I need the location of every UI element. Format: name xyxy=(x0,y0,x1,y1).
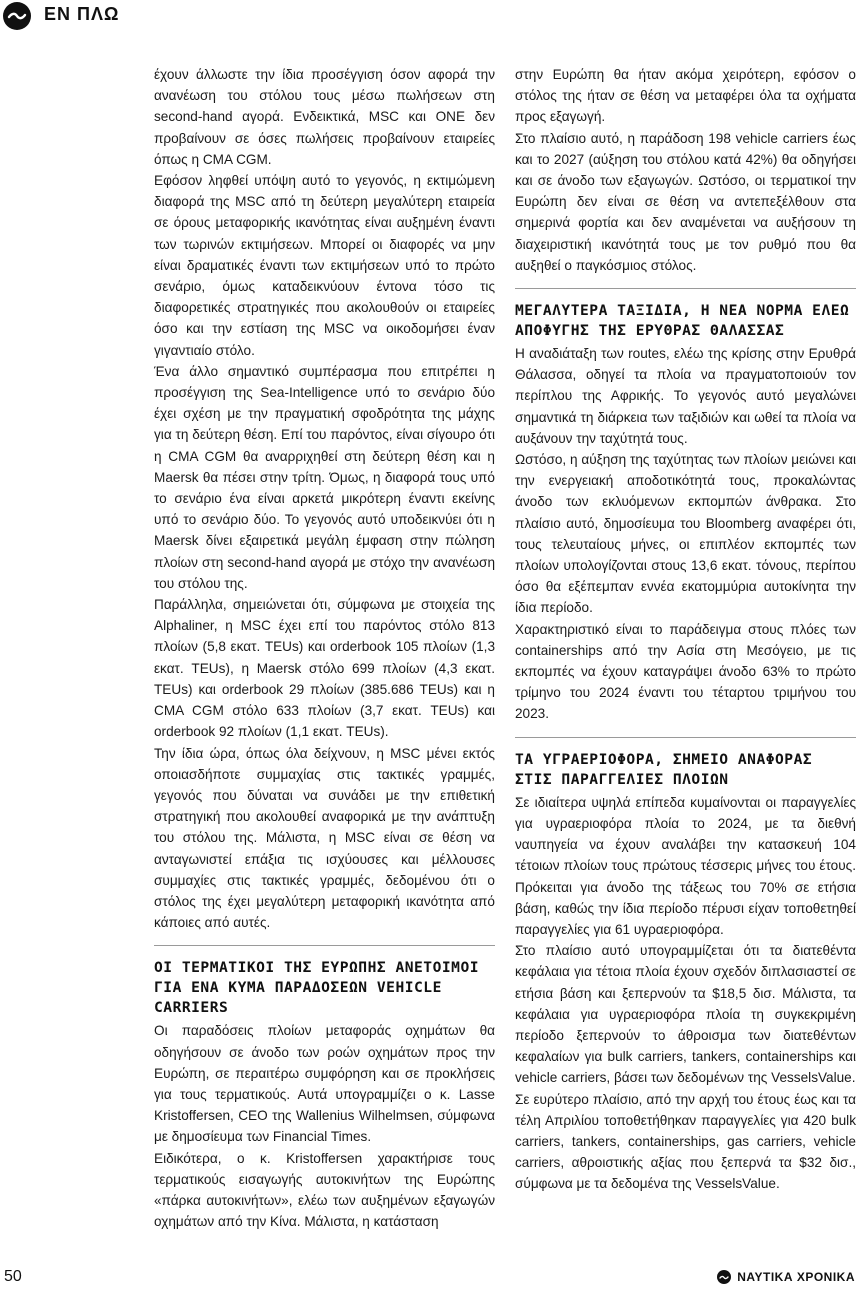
left-column xyxy=(154,64,495,1232)
section-heading: ΜΕΓΑΛΥΤΕΡΑ ΤΑΞΙΔΙΑ, Η ΝΕΑ ΝΟΡΜΑ ΕΛΕΩ ΑΠΟΦΥΓΗΣ ΤΗΣ ΕΡΥΘΡΑΣ ΘΑΛΑΣΣΑΣ xyxy=(515,302,850,340)
body-paragraph: Την ίδια ώρα, όπως όλα δείχνουν, η MSC μένει εκτός οποιασδήποτε συμμαχίας στις τακτικές γραμμές, γεγονός που δύναται να συνάδει με την επιθετική στρατηγική που ακολουθεί αναφορικά με την ανάπτυξη του στόλου της. Μάλιστα, η MSC είναι σε θέση να ανταγωνιστεί επάξια τις ισχύουσες και μέλλουσες συμμαχίες στις τακτικές γραμμές, δεδομένου ότι ο στόλος της έχει μεγαλύτερη μεταφορική ικανότητα από κάποιες από αυτές. xyxy=(154,745,495,931)
body-paragraph: Ένα άλλο σημαντικό συμπέρασμα που επιτρέπει η προσέγγιση της Sea-Intelligence υπό το σενάριο δύο έχει σχέση με την πραγματική σφοδρότητα της μάχης για τη δεύτερη θέση. Επί του παρόντος, είναι σίγουρο ότι η CMA CGM θα αναρριχηθεί στη δεύτερη θέση και η Maersk θα πέσει στην τρίτη. Όμως, η διαφορά τους υπό το σενάριο ένα είναι αρκετά μικρότερη έναντι εκείνης υπό το σενάριο δύο. Το γεγονός αυτό υποδεικνύει ότι η Maersk δίνει εξαιρετικά μεγάλη έμφαση στην πώληση πλοίων στη second-hand αγορά με στόχο την ανανέωση του στόλου της. xyxy=(154,363,495,591)
section-title: ΕΝ ΠΛΩ xyxy=(44,4,120,24)
body-paragraph: Στο πλαίσιο αυτό υπογραμμίζεται ότι τα διατεθέντα κεφάλαια για τέτοια πλοία έχουν σχεδόν διπλασιαστεί σε ετήσια βάση και ξεπερνούν τα $18,5 δισ. Μάλιστα, τα κεφάλαια για υγραεριοφόρα πλοία τη συγκεκριμένη περίοδο ξεπερνούν το άθροισμα των διατεθέντων κεφαλαίων για bulk carriers, tankers, containerships και vehicle carriers, βάσει των δεδομένων της VesselsValue. xyxy=(515,943,856,1086)
body-paragraph: Εφόσον ληφθεί υπόψη αυτό το γεγονός, η εκτιμώμενη διαφορά της MSC από τη δεύτερη μεγαλύτερη εταιρεία σε όρους μεταφορικής ικανότητας είναι αυξημένη έναντι των τωρινών εκτιμήσεων. Μπορεί οι διαφορές να μην είναι δραματικές έναντι των εκτιμήσεων υπό το πρώτο σενάριο, όμως καταδεικνύουν έντονα τόσο τις διαφορετικές στρατηγικές που ακολουθούν οι εταιρείες όσο και την εστίαση της MSC να οικοδομήσει έναν γιγαντιαίο στόλο. xyxy=(154,173,495,358)
section-divider xyxy=(515,737,856,738)
body-paragraph: Ειδικότερα, ο κ. Kristoffersen χαρακτήρισε τους τερματικούς εισαγωγής αυτοκινήτων της Ευρώπης «πάρκα αυτοκινήτων», ελέω των αυξημένων εξαγωγών οχημάτων από την Κίνα. Μάλιστα, η κατάσταση xyxy=(154,1150,495,1230)
section-divider xyxy=(515,288,856,289)
body-paragraph: Σε ιδιαίτερα υψηλά επίπεδα κυμαίνονται οι παραγγελίες για υγραεριοφόρα πλοία το 2024, με τα διεθνή ναυπηγεία να έχουν αναλάβει την κατασκευή 104 τέτοιων πλοίων τους πρώτους τέσσερις μήνες του έτους. Πρόκειται για άνοδο της τάξεως του 70% σε ετήσια βάση, καθώς την ίδια περίοδο πέρυσι είχαν τοποθετηθεί παραγγελίες για 61 υγραεριοφόρα. xyxy=(515,794,856,937)
section-heading: ΤΑ ΥΓΡΑΕΡΙΟΦΟΡΑ, ΣΗΜΕΙΟ ΑΝΑΦΟΡΑΣ ΣΤΙΣ ΠΑΡΑΓΓΕΛΙΕΣ ΠΛΟΙΩΝ xyxy=(515,750,813,788)
body-paragraph: Χαρακτηριστικό είναι το παράδειγμα στους πλόες των containerships από την Ασία στη Μεσόγειο, με τις εκπομπές να έχουν καταγράψει άνοδο 63% το πρώτο τρίμηνο του 2024 έναντι του τέταρτου τριμήνου του 2023. xyxy=(515,621,856,722)
body-paragraph: Στο πλαίσιο αυτό, η παράδοση 198 vehicle carriers έως και το 2027 (αύξηση του στόλου κατά 42%) θα οδηγήσει και σε άνοδο των εξαγωγών. Ωστόσο, οι τερματικοί την Ευρώπη δεν είναι σε θέση να αντεπεξέλθουν στα σημερινά φορτία και δεν αναμένεται να αυξήσουν τη διαχειριστική ικανότητά τους με τον ρυθμό που θα αυξηθεί ο παγκόσμιος στόλος. xyxy=(515,130,856,273)
body-paragraph: έχουν άλλωστε την ίδια προσέγγιση όσον αφορά την ανανέωση του στόλου τους μέσω πωλήσεων στη second-hand αγορά. Ενδεικτικά, MSC και ONE δεν προβαίνουν σε όσες πωλήσεις προβαίνουν εταιρείες όπως η CMA CGM. xyxy=(154,67,495,167)
body-paragraph: Σε ευρύτερο πλαίσιο, από την αρχή του έτους έως και τα τέλη Απριλίου τοποθετήθηκαν παραγγελίες για 420 bulk carriers, tankers, containerships, gas carriers, vehicle carriers, αθροιστικής αξίας που ξεπερνά τα $32 δισ., σύμφωνα με τα δεδομένα της VesselsValue. xyxy=(515,1091,856,1192)
body-paragraph: Η αναδιάταξη των routes, ελέω της κρίσης στην Ερυθρά Θάλασσα, οδηγεί τα πλοία να πραγματοποιούν τον περίπλου της Αφρικής. Το γεγονός αυτό μεγαλώνει σημαντικά τη διάρκεια των ταξιδιών και ωθεί τα πλοία να αυξάνουν την ταχύτητά τους. xyxy=(515,346,856,446)
right-column xyxy=(515,64,856,1195)
page-number: 50 xyxy=(4,1268,22,1285)
page-header xyxy=(0,0,857,32)
wave-logo-icon xyxy=(717,1270,731,1284)
body-paragraph: Παράλληλα, σημειώνεται ότι, σύμφωνα με στοιχεία της Alphaliner, η MSC έχει επί του παρόντος στόλο 813 πλοίων (5,8 εκατ. TEUs) και orderbook 105 πλοίων (1,3 εκατ. TEUs), η Maersk στόλο 699 πλοίων (4,3 εκατ. TEUs) και orderbook 29 πλοίων (385.686 TEUs) και η CMA CGM στόλο 633 πλοίων (3,7 εκατ. TEUs) και orderbook 92 πλοίων (1,1 εκατ. TEUs). xyxy=(154,597,495,740)
footer-brand xyxy=(717,1270,855,1284)
wave-logo-icon xyxy=(3,2,31,30)
section-divider xyxy=(154,945,495,946)
brand-name: ΝΑΥΤΙΚΑ ΧΡΟΝΙΚΑ xyxy=(737,1270,855,1284)
body-paragraph: Οι παραδόσεις πλοίων μεταφοράς οχημάτων θα οδηγήσουν σε άνοδο των ροών οχημάτων προς την Ευρώπη, σε περαιτέρω συμφόρηση και σε προκλήσεις για τους τερματικούς. Αυτά υπογραμμίζει ο κ. Lasse Kristoffersen, CEO της Wallenius Wilhelmsen, σύμφωνα με δημοσίευμα των Financial Times. xyxy=(154,1023,495,1145)
section-heading: ΟΙ ΤΕΡΜΑΤΙΚΟΙ ΤΗΣ ΕΥΡΩΠΗΣ ΑΝΕΤΟΙΜΟΙ ΓΙΑ ΕΝΑ ΚΥΜΑ ΠΑΡΑΔΟΣΕΩΝ VEHICLE CARRIERS xyxy=(154,959,480,1017)
body-paragraph: στην Ευρώπη θα ήταν ακόμα χειρότερη, εφόσον ο στόλος της ήταν σε θέση να μεταφέρει όλα τα οχήματα προς εξαγωγή. xyxy=(515,67,856,125)
body-paragraph: Ωστόσο, η αύξηση της ταχύτητας των πλοίων μειώνει και την ενεργειακή αποδοτικότητά τους, προκαλώντας άνοδο των εκλυόμενων εκπομπών άνθρακα. Στο πλαίσιο αυτό, δημοσίευμα του Bloomberg αναφέρει ότι, τους τελευταίους μήνες, οι επιπλέον εκπομπές των πλοίων υπολογίζονται στους 13,6 εκατ. τόνους, περίπου όσο θα εξέπεμπαν εννέα εκατομμύρια αυτοκίνητα την ίδια περίοδο. xyxy=(515,452,856,616)
